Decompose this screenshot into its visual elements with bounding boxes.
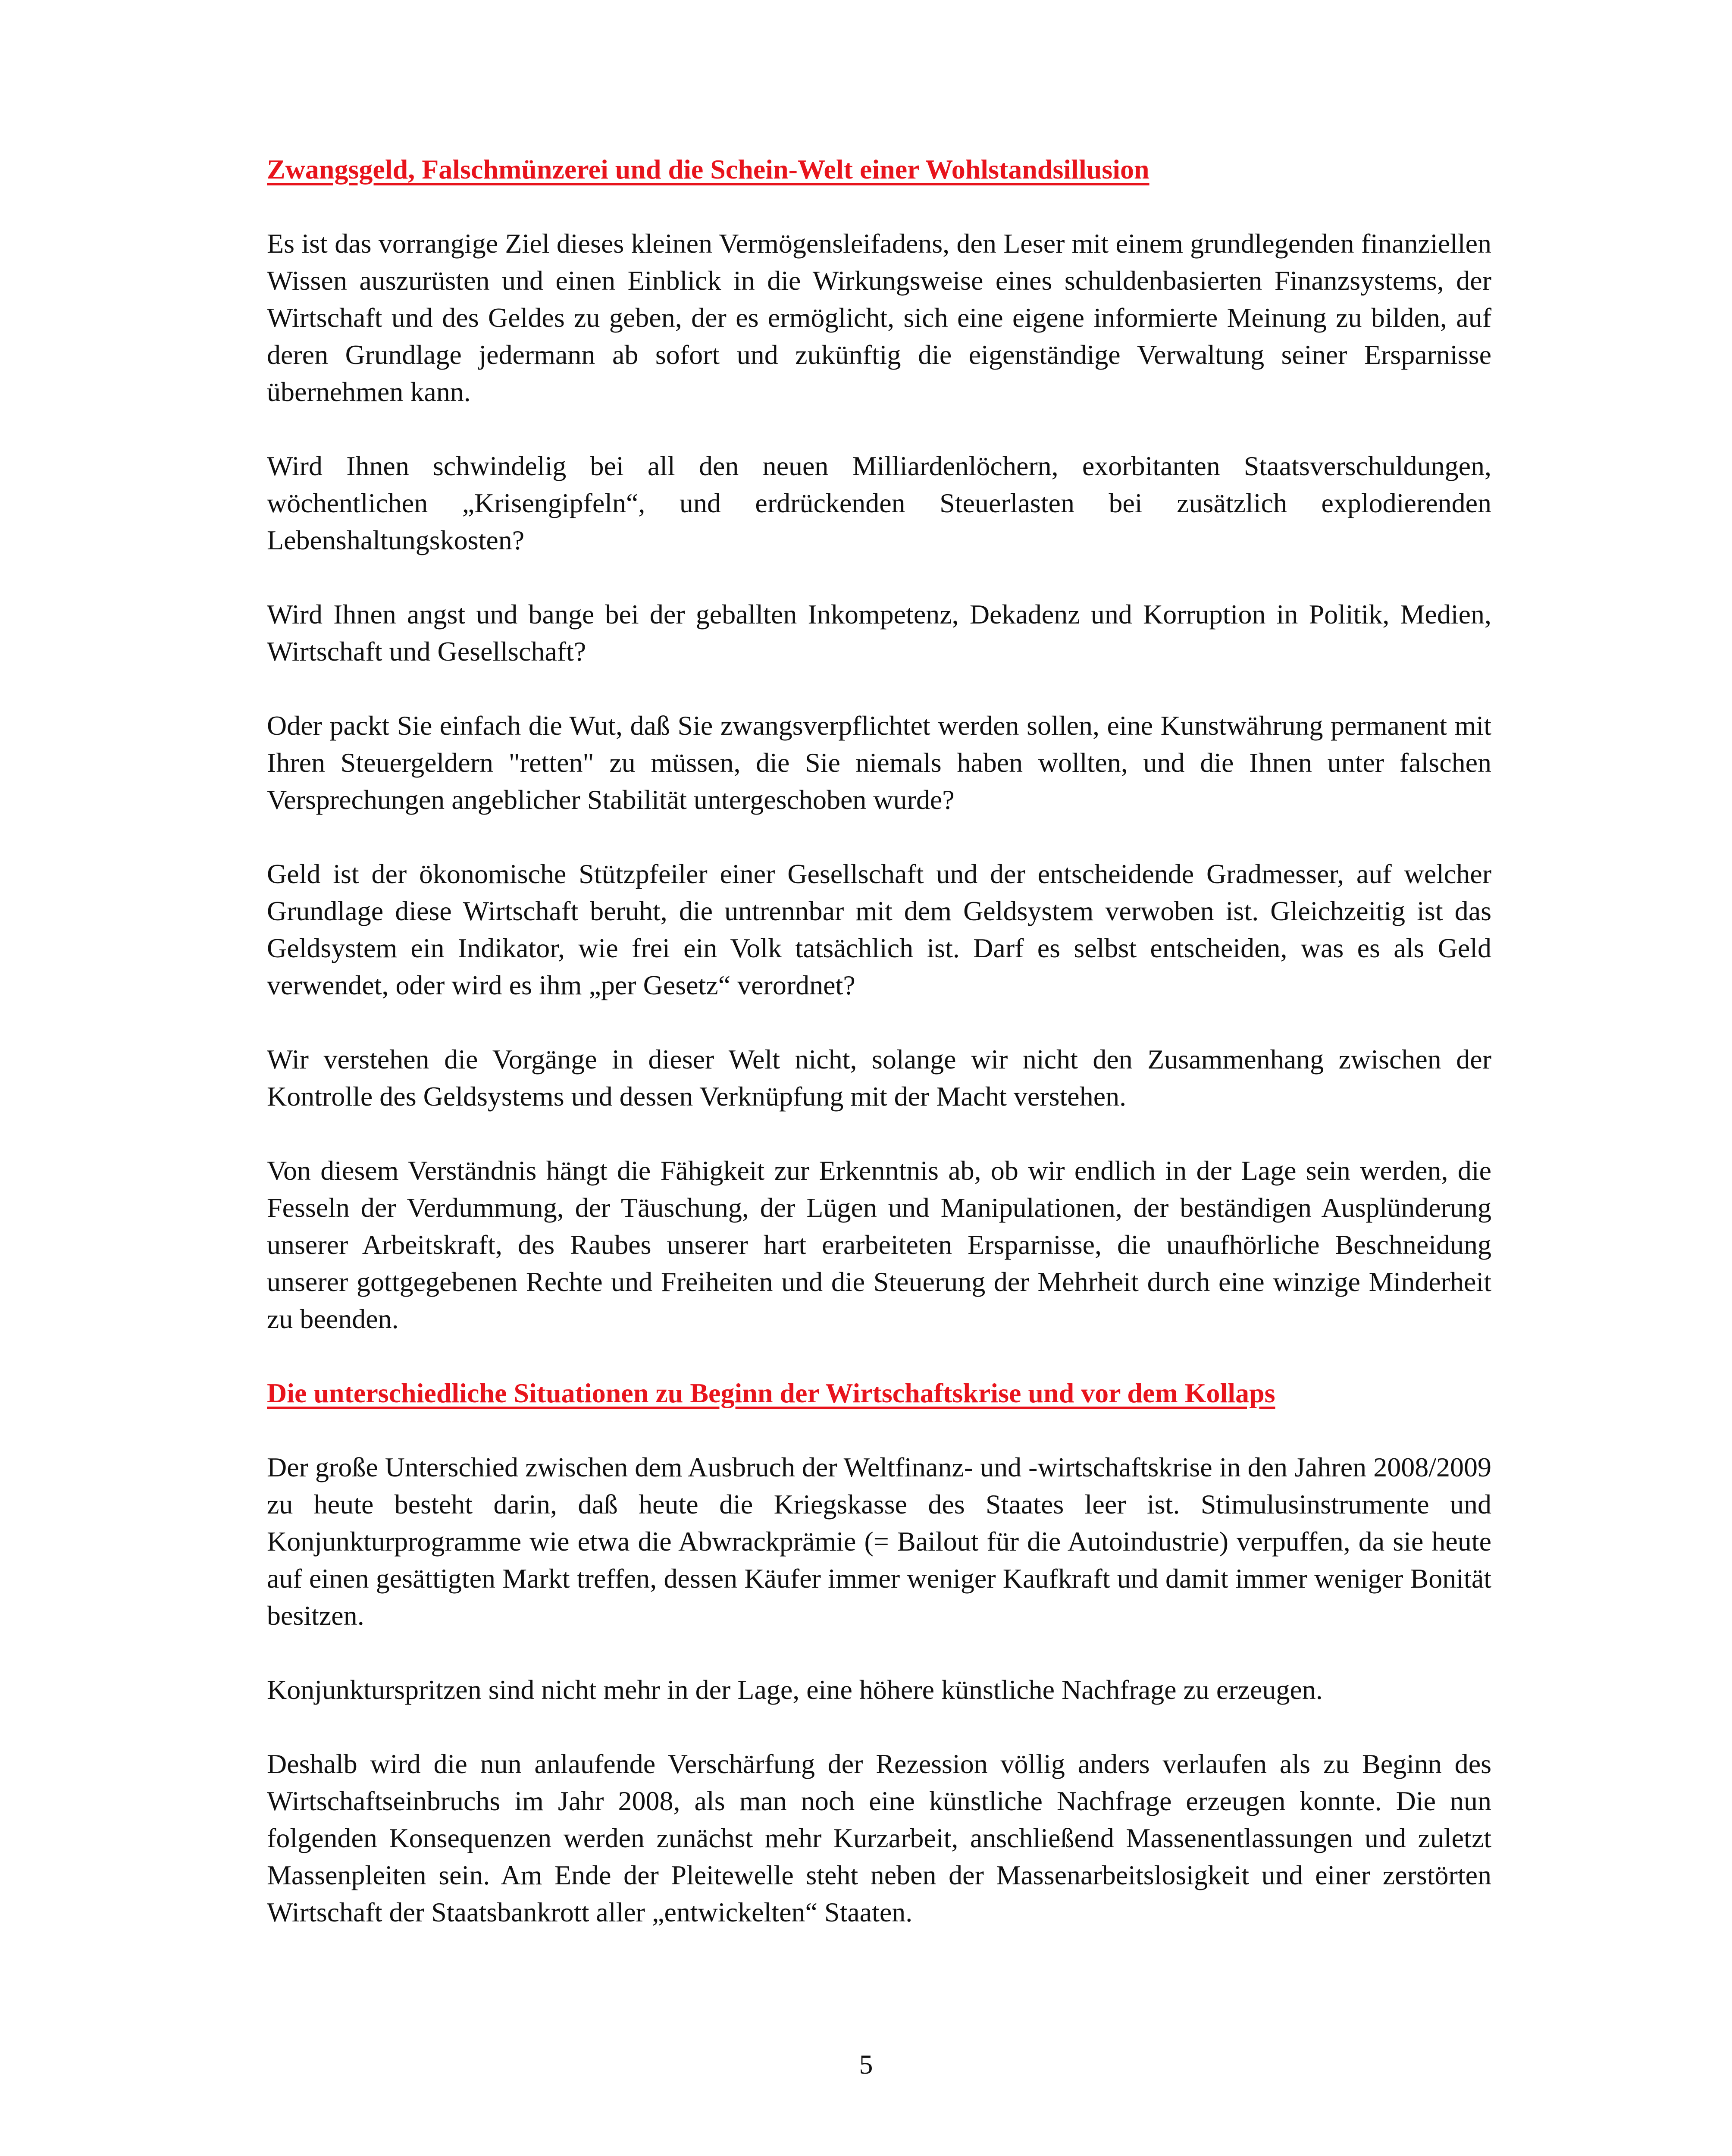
page-number: 5 <box>859 2049 873 2080</box>
paragraph-9: Konjunkturspritzen sind nicht mehr in der Lage, eine höhere künstliche Nachfrage zu erzeugen. <box>267 1674 1323 1705</box>
paragraph-8: Der große Unterschied zwischen dem Ausbruch der Weltfinanz- und -wirtschaftskrise in den Jahren 2008/2009 zu heute besteht darin, daß heute die Kriegskasse des Staates leer ist. Stimulusinstrumente und Konjunkturprogramme wie etwa die Abwrackprämie (= Bailout für die Autoindustrie) verpuffen, da sie heute auf einen gesättigten Markt treffen, dessen Käufer immer weniger Kaufkraft und damit immer weniger Bonität besitzen. <box>267 1452 1491 1631</box>
page-content <box>267 151 1491 1931</box>
paragraph-6: Wir verstehen die Vorgänge in dieser Welt nicht, solange wir nicht den Zusammenhang zwischen der Kontrolle des Geldsystems und dessen Verknüpfung mit der Macht verstehen. <box>267 1044 1491 1112</box>
section-heading-1: Zwangsgeld, Falschmünzerei und die Schein-Welt einer Wohlstandsillusion <box>267 154 1149 185</box>
paragraph-7: Von diesem Verständnis hängt die Fähigkeit zur Erkenntnis ab, ob wir endlich in der Lage sein werden, die Fesseln der Verdummung, der Täuschung, der Lügen und Manipulationen, der beständigen Ausplünderung unserer Arbeitskraft, des Raubes unserer hart erarbeiteten Ersparnisse, die unaufhörliche Beschneidung unserer gottgegebenen Rechte und Freiheiten und die Steuerung der Mehrheit durch eine winzige Minderheit zu beenden. <box>267 1155 1491 1334</box>
paragraph-2: Wird Ihnen schwindelig bei all den neuen Milliardenlöchern, exorbitanten Staatsverschuldungen, wöchentlichen „Krisengipfeln“, und erdrückenden Steuerlasten bei zusätzlich explodierenden Lebenshaltungskosten? <box>267 451 1491 555</box>
section-heading-2: Die unterschiedliche Situationen zu Beginn der Wirtschaftskrise und vor dem Kollaps <box>267 1378 1275 1408</box>
paragraph-3: Wird Ihnen angst und bange bei der geballten Inkompetenz, Dekadenz und Korruption in Politik, Medien, Wirtschaft und Gesellschaft? <box>267 599 1491 667</box>
paragraph-10: Deshalb wird die nun anlaufende Verschärfung der Rezession völlig anders verlaufen als zu Beginn des Wirtschaftseinbruchs im Jahr 2008, als man noch eine künstliche Nachfrage erzeugen konnte. Die nun folgenden Konsequenzen werden zunächst mehr Kurzarbeit, anschließend Massenentlassungen und zuletzt Massenpleiten sein. Am Ende der Pleitewelle steht neben der Massenarbeitslosigkeit und einer zerstörten Wirtschaft der Staatsbankrott aller „entwickelten“ Staaten. <box>267 1749 1491 1927</box>
paragraph-5: Geld ist der ökonomische Stützpfeiler einer Gesellschaft und der entscheidende Gradmesser, auf welcher Grundlage diese Wirtschaft beruht, die untrennbar mit dem Geldsystem verwoben ist. Gleichzeitig ist das Geldsystem ein Indikator, wie frei ein Volk tatsächlich ist. Darf es selbst entscheiden, was es als Geld verwendet, oder wird es ihm „per Gesetz“ verordnet? <box>267 859 1491 1000</box>
paragraph-1: Es ist das vorrangige Ziel dieses kleinen Vermögensleifadens, den Leser mit einem grundlegenden finanziellen Wissen auszurüsten und einen Einblick in die Wirkungsweise eines schuldenbasierten Finanzsystems, der Wirtschaft und des Geldes zu geben, der es ermöglicht, sich eine eigene informierte Meinung zu bilden, auf deren Grundlage jedermann ab sofort und zukünftig die eigenständige Verwaltung seiner Ersparnisse übernehmen kann. <box>267 228 1491 407</box>
paragraph-4: Oder packt Sie einfach die Wut, daß Sie zwangsverpflichtet werden sollen, eine Kunstwährung permanent mit Ihren Steuergeldern "retten" zu müssen, die Sie niemals haben wollten, und die Ihnen unter falschen Versprechungen angeblicher Stabilität untergeschoben wurde? <box>267 710 1491 815</box>
